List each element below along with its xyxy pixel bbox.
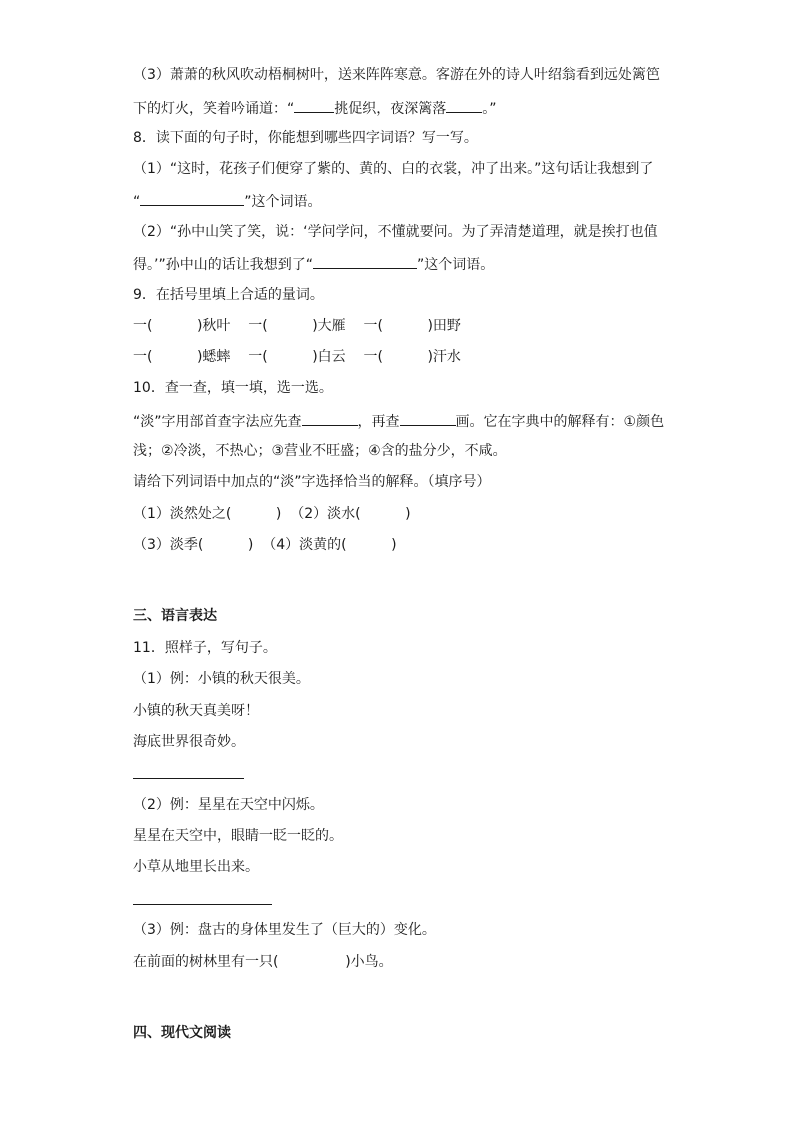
- answer-line[interactable]: [133, 778, 244, 779]
- q10-line3: 请给下列词语中加点的“淡”字选择恰当的解释。（填序号）: [133, 474, 491, 490]
- answer-line[interactable]: [133, 904, 272, 905]
- answer-blank[interactable]: [302, 411, 358, 426]
- q10-line1: [133, 411, 664, 431]
- q7-3-line2-start: 下的灯火，笑着吟诵道：“: [133, 101, 295, 117]
- measure-word-item: 一( )田野: [363, 318, 461, 334]
- measure-word-item: 一( )秋叶: [133, 318, 231, 334]
- q8-item1-open-quote: “: [133, 194, 141, 210]
- q11-ex1-model: 小镇的秋天真美呀！: [133, 703, 259, 719]
- q7-3-line2-mid: 挑促织，夜深篱落: [334, 101, 447, 117]
- q10-option: （3）淡季( ): [133, 537, 254, 553]
- q10-option: （1）淡然处之( ): [133, 506, 282, 522]
- q11-ex1-label: （1）例：小镇的秋天很美。: [133, 671, 310, 687]
- q8-item1-line1: （1）“这时，花孩子们便穿了紫的、黄的、白的衣裳，冲了出来。”这句话让我想到了: [133, 161, 654, 177]
- q8-item2-line1: （2）“孙中山笑了笑，说：‘学问学问，不懂就要问。为了弄清楚道理，就是挨打也值: [133, 224, 658, 240]
- answer-blank[interactable]: [140, 191, 244, 206]
- q10-line2: 浅；②冷淡，不热心；③营业不旺盛；④含的盐分少，不咸。: [133, 443, 507, 459]
- q11-ex2-label: （2）例：星星在天空中闪烁。: [133, 797, 324, 813]
- q8-item1-tail: ”这个词语。: [244, 194, 322, 210]
- q11-ex2-model: 星星在天空中，眼睛一眨一眨的。: [133, 828, 343, 844]
- q8-item2-line2: [133, 254, 494, 274]
- answer-blank[interactable]: [313, 254, 417, 269]
- q7-3-line2-end: 。”: [482, 101, 497, 117]
- q10-row1: [133, 505, 411, 523]
- q8-item1-line2: [133, 191, 322, 211]
- q10-title: 10．查一查，填一填，选一选。: [133, 380, 333, 396]
- q10-line1-end: 画。它在字典中的解释有：①颜色: [455, 414, 665, 430]
- q11-title: 11．照样子，写句子。: [133, 640, 277, 656]
- q9-row2: [133, 348, 461, 366]
- section-heading: 三、语言表达: [133, 608, 217, 624]
- q11-ex3-prompt: 在前面的树林里有一只( )小鸟。: [133, 954, 393, 970]
- q8-title: 8．读下面的句子时，你能想到哪些四字词语？写一写。: [133, 130, 478, 146]
- measure-word-item: 一( )汗水: [363, 349, 461, 365]
- q10-line1-start: “淡”字用部首查字法应先查: [133, 414, 302, 430]
- q10-row2: [133, 536, 397, 554]
- q7-3-line1: （3）萧萧的秋风吹动梧桐树叶，送来阵阵寒意。客游在外的诗人叶绍翁看到远处篱笆: [133, 67, 660, 83]
- q10-option: （2）淡水( ): [290, 506, 411, 522]
- section-heading: 四、现代文阅读: [133, 1025, 231, 1041]
- measure-word-item: 一( )蟋蟀: [133, 349, 231, 365]
- q9-row1: [133, 317, 461, 335]
- q9-title: 9．在括号里填上合适的量词。: [133, 287, 324, 303]
- q11-ex3-label: （3）例：盘古的身体里发生了（巨大的）变化。: [133, 922, 436, 938]
- q11-ex1-prompt: 海底世界很奇妙。: [133, 734, 245, 750]
- q10-line1-mid: ，再查: [357, 414, 400, 430]
- measure-word-item: 一( )白云: [248, 349, 346, 365]
- q10-option: （4）淡黄的( ): [262, 537, 397, 553]
- answer-blank[interactable]: [400, 411, 456, 426]
- q11-ex2-prompt: 小草从地里长出来。: [133, 859, 259, 875]
- q8-item2-start: 得。’”孙中山的话让我想到了“: [133, 257, 313, 273]
- answer-blank[interactable]: [446, 98, 482, 113]
- measure-word-item: 一( )大雁: [248, 318, 346, 334]
- q8-item2-tail: ”这个词语。: [416, 257, 495, 273]
- q7-3-line2: [133, 98, 497, 118]
- answer-blank[interactable]: [294, 98, 334, 113]
